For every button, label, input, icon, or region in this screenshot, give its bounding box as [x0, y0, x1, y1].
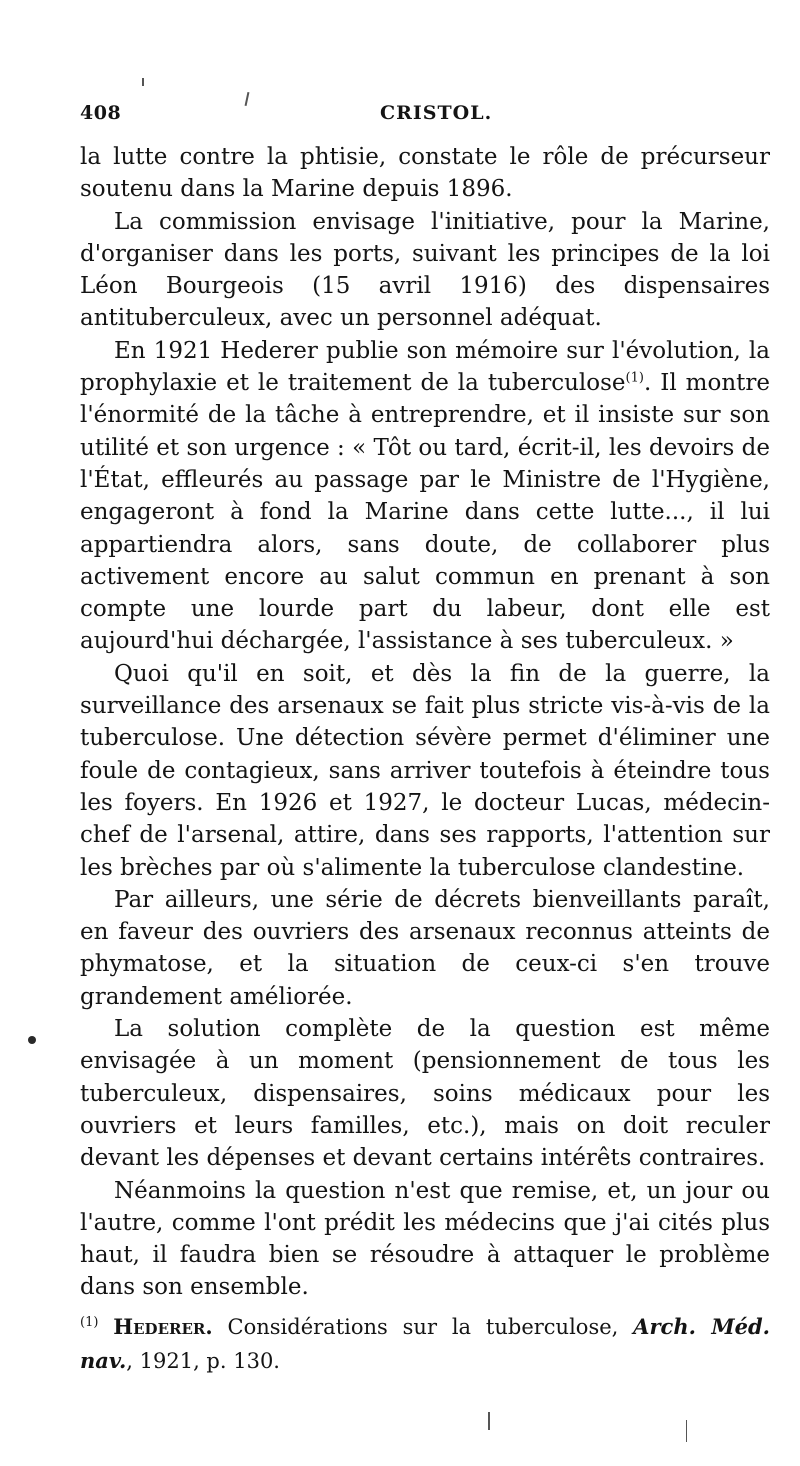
footnote-title: Considérations sur la tuberculose,: [212, 1315, 634, 1339]
scan-speck: [488, 1412, 490, 1430]
body-text: [80, 141, 770, 1304]
paragraph-surveillance: Quoi qu'il en soit, et dès la fin de la guerre, la surveillance des arsenaux se fait plus stricte vis-à-vis de la tuberculose. Une détection sévère permet d'éliminer une foule de contagieux, sans arriver toutefois à éteindre tous les foyers. En 1926 et 1927, le docteur Lucas, médecin-chef de l'arsenal, attire, dans ses rapports, l'attention sur les brèches par où s'alimente la tuberculose clandestine.: [80, 660, 770, 881]
paragraph-commission: La commission envisage l'initiative, pour la Marine, d'organiser dans les ports, suivant les principes de la loi Léon Bourgeois (15 avril 1916) des dispensaires antituberculeux, avec un personnel adéquat.: [80, 208, 770, 332]
paragraph-solution: La solution complète de la question est même envisagée à un moment (pensionnement de tous les tuberculeux, dispensaires, soins médicaux pour les ouvriers et leurs familles, etc.), mais on doit reculer devant les dépenses et devant certains intérêts contraires.: [80, 1016, 770, 1172]
paragraph-decrets: Par ailleurs, une série de décrets bienveillants paraît, en faveur des ouvriers des arsenaux reconnus atteints de phymatose, et la situation de ceux-ci s'en trouve grandement améliorée.: [80, 886, 770, 1010]
running-title: CRISTOL.: [380, 102, 493, 124]
page-number: 408: [80, 102, 122, 124]
paragraph-hederer-text-before: En 1921 Hederer publie son mémoire sur l'évolution, la prophylaxie et le traitement de la tuberculose: [80, 337, 770, 397]
footnote-author: Hederer.: [113, 1314, 213, 1339]
footnote-journal: Arch. Méd. nav.: [80, 1314, 770, 1373]
page-header: [80, 98, 760, 138]
footnote-reference[interactable]: (1): [625, 370, 644, 386]
margin-ink-dot: [28, 1036, 36, 1044]
footnote-rest: , 1921, p. 130.: [126, 1349, 280, 1373]
paragraph-hederer-text-after: . Il montre l'énormité de la tâche à entreprendre, et il insiste sur son utilité et son urgence : « Tôt ou tard, écrit-il, les devoirs de l'État, effleurés au passage par le Ministre de l'Hygiène, engageront à fond la Marine dans cette lutte..., il lui appartiendra alors, sans doute, de collaborer plus activement encore au salut commun en prenant à son compte une lourde part du labeur, dont elle est aujourd'hui déchargée, l'assistance à ses tuberculeux. »: [80, 370, 770, 655]
footnote: [80, 1310, 770, 1378]
paragraph-hederer: [80, 335, 770, 658]
footnote-mark: (1): [80, 1315, 99, 1330]
scan-speck: [142, 78, 144, 86]
paragraph-continued: la lutte contre la phtisie, constate le rôle de précurseur soutenu dans la Marine depuis 1896.: [80, 144, 770, 203]
scan-speck: [686, 1420, 687, 1442]
paragraph-neanmoins: Néanmoins la question n'est que remise, et, un jour ou l'autre, comme l'ont prédit les médecins que j'ai cités plus haut, il faudra bien se résoudre à attaquer le problème dans son ensemble.: [80, 1177, 770, 1301]
